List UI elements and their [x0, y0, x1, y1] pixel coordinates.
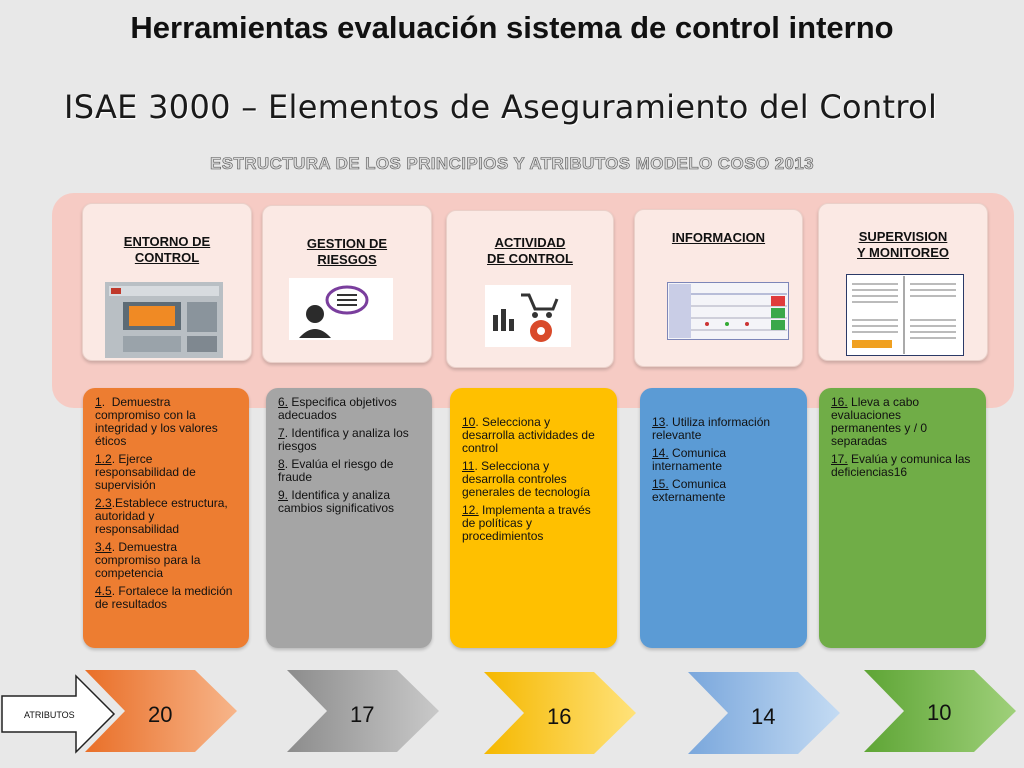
- principles-column-actividad: [450, 388, 617, 648]
- principle-item: [652, 447, 795, 473]
- component-title: SUPERVISION Y MONITOREO: [857, 229, 949, 260]
- principle-number: 8: [278, 457, 285, 471]
- principle-number: 4.5: [95, 584, 112, 598]
- isae-subtitle: ISAE 3000 – Elementos de Aseguramiento del Control: [64, 88, 938, 126]
- principle-item: [831, 453, 974, 479]
- attribute-count-supervision: 10: [927, 700, 952, 725]
- component-title: GESTION DE RIESGOS: [306, 236, 388, 267]
- principle-separator: .: [101, 395, 112, 409]
- component-card-entorno: [82, 203, 252, 361]
- component-title: ENTORNO DE CONTROL: [123, 234, 211, 265]
- principle-separator: .: [665, 415, 673, 429]
- principle-separator: .: [475, 415, 483, 429]
- component-card-supervision: [818, 203, 988, 361]
- principle-number: 2.3: [95, 496, 112, 510]
- principle-separator: .: [111, 540, 119, 554]
- principles-column-gestion: [266, 388, 432, 648]
- principle-number: 14.: [652, 446, 669, 460]
- principle-item: [652, 416, 795, 442]
- principles-list: [95, 396, 237, 611]
- principle-number: 17.: [831, 452, 848, 466]
- principle-number: 6.: [278, 395, 289, 409]
- atm-machine-icon: [105, 282, 223, 358]
- structure-heading: ESTRUCTURA DE LOS PRINCIPIOS Y ATRIBUTOS MODELO COSO 2013: [209, 154, 815, 173]
- principle-text: Utiliza información relevante: [652, 415, 771, 442]
- principle-item: [462, 460, 605, 499]
- principles-column-informacion: [640, 388, 807, 648]
- component-card-actividad: [446, 210, 614, 368]
- principle-number: 7: [278, 426, 285, 440]
- main-title: Herramientas evaluación sistema de control interno: [130, 10, 894, 45]
- principles-column-supervision: [819, 388, 986, 648]
- principles-column-entorno: [83, 388, 249, 648]
- principle-number: 3.4: [95, 540, 112, 554]
- principle-separator: .: [111, 496, 116, 510]
- principle-item: [95, 453, 237, 492]
- component-card-informacion: [634, 209, 803, 367]
- principle-item: [462, 504, 605, 543]
- principle-number: 9.: [278, 488, 289, 502]
- principle-text: Lleva a cabo evaluaciones permanentes y / 0 separadas: [831, 395, 928, 448]
- principle-item: [95, 585, 237, 611]
- principle-text: Selecciona y desarrolla controles generales de tecnología: [462, 459, 591, 499]
- principle-number: 12.: [462, 503, 479, 517]
- component-title: INFORMACION: [671, 230, 766, 245]
- attribute-count-actividad: 16: [547, 704, 572, 729]
- principle-item: [278, 396, 420, 422]
- principle-separator: .: [111, 452, 119, 466]
- principle-text: Evalúa el riesgo de fraude: [278, 457, 394, 484]
- principle-text: Implementa a través de políticas y procedimientos: [462, 503, 591, 543]
- attributes-label: ATRIBUTOS: [24, 710, 75, 720]
- principle-text: Especifica objetivos adecuados: [278, 395, 397, 422]
- principle-text: Demuestra compromiso con la integridad y los valores éticos: [95, 395, 218, 448]
- principle-text: Evalúa y comunica las deficiencias16: [831, 452, 971, 479]
- principle-text: Demuestra compromiso para la competencia: [95, 540, 201, 580]
- principle-number: 1: [95, 395, 102, 409]
- principle-number: 1.2: [95, 452, 112, 466]
- principle-separator: .: [111, 584, 119, 598]
- attribute-count-entorno: 20: [148, 702, 173, 727]
- principle-item: [278, 489, 420, 515]
- principle-number: 13: [652, 415, 666, 429]
- attribute-count-gestion: 17: [350, 702, 375, 727]
- principle-text: Identifica y analiza los riesgos: [278, 426, 409, 453]
- matrix-table-icon: [667, 282, 789, 340]
- principles-list: [278, 396, 420, 515]
- principles-list: [831, 396, 974, 479]
- principle-item: [278, 458, 420, 484]
- principle-separator: .: [474, 459, 482, 473]
- principle-item: [278, 427, 420, 453]
- principle-item: [95, 396, 237, 448]
- principle-text: Selecciona y desarrolla actividades de control: [462, 415, 595, 455]
- principles-list: [652, 416, 795, 504]
- principle-item: [95, 541, 237, 580]
- principle-number: 11: [462, 459, 475, 473]
- principle-text: Identifica y analiza cambios significativos: [278, 488, 395, 515]
- principle-item: [831, 396, 974, 448]
- component-card-gestion: [262, 205, 432, 363]
- principle-number: 16.: [831, 395, 848, 409]
- principles-list: [462, 416, 605, 543]
- principle-item: [652, 478, 795, 504]
- principle-separator: .: [284, 426, 292, 440]
- attribute-count-informacion: 14: [751, 704, 776, 729]
- chart-cart-gear-icon: [485, 285, 571, 347]
- principle-number: 10: [462, 415, 476, 429]
- principle-number: 15.: [652, 477, 669, 491]
- principle-text: Comunica internamente: [652, 446, 727, 473]
- checklist-document-icon: [846, 274, 964, 356]
- principle-text: Fortalece la medición de resultados: [95, 584, 233, 611]
- principle-item: [462, 416, 605, 455]
- principle-text: Comunica externamente: [652, 477, 727, 504]
- principle-item: [95, 497, 237, 536]
- principle-text: Ejerce responsabilidad de supervisión: [95, 452, 196, 492]
- principle-text: Establece estructura, autoridad y responsabilidad: [95, 496, 228, 536]
- speech-person-icon: [289, 278, 393, 340]
- component-title: ACTIVIDAD DE CONTROL: [487, 235, 573, 266]
- principle-separator: .: [284, 457, 292, 471]
